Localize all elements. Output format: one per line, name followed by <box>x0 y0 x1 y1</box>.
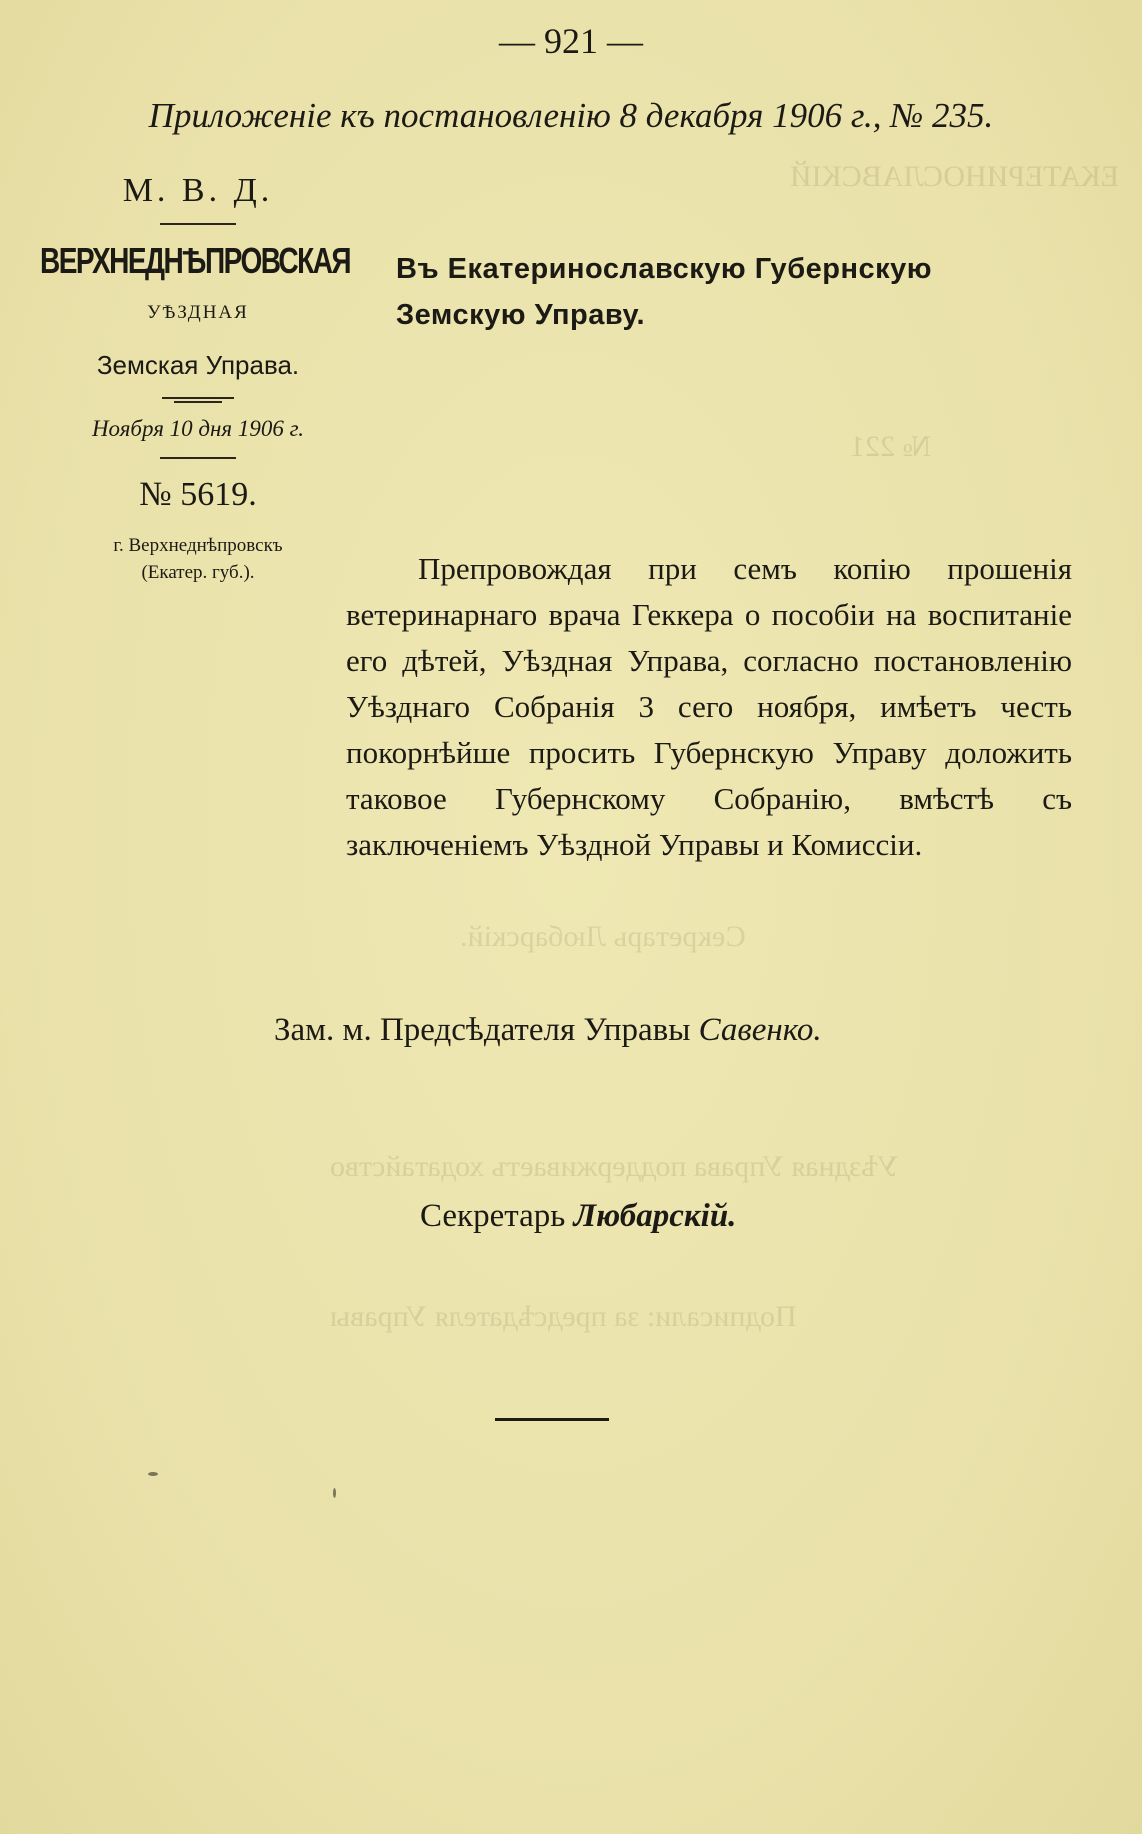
appendix-line: Приложеніе къ постановленію 8 декабря 1906 г., № 235. <box>148 96 994 135</box>
place-line: г. Верхнеднѣпровскъ <box>113 535 283 556</box>
place-line: (Екатер. губ.). <box>141 562 255 583</box>
ministry-abbreviation: М. В. Д. <box>122 172 274 209</box>
divider <box>162 397 234 399</box>
divider <box>174 401 222 403</box>
bleed-through-text: Подписали: за предсѣдателя Управы <box>330 1300 797 1333</box>
document-number: № 5619. <box>139 476 257 513</box>
closing-rule <box>495 1418 609 1421</box>
divider <box>160 223 236 225</box>
bleed-through-text: № 221 <box>850 430 932 463</box>
council-name: Земская Управа. <box>96 350 300 380</box>
place-of-issue <box>48 532 348 586</box>
deputy-title: Зам. м. Предсѣдателя Управы <box>274 1012 691 1048</box>
page-number: — 921 — <box>499 21 643 61</box>
ink-speck <box>333 1488 336 1498</box>
district-label: УѢЗДНАЯ <box>147 302 249 323</box>
divider <box>160 457 236 459</box>
secretary-title: Секретарь <box>420 1198 566 1234</box>
letter-body: Препровождая при семъ копію прошенія ветеринарнаго врача Геккера о пособіи на воспитаніе его дѣтей, Уѣздная Управа, согласно постановленію Уѣзднаго Собранія 3 сего ноября, имѣетъ честь покорнѣйше просить Губернскую Управу доложить таковое Губернскому Собранію, вмѣстѣ съ заключеніемъ Уѣздной Управы и Комиссіи. <box>346 551 1072 862</box>
deputy-signature <box>274 1012 822 1049</box>
bleed-through-text: ЕКАТЕРИНОСЛАВСКІЙ <box>790 160 1120 193</box>
secretary-name: Любарскій. <box>573 1198 737 1234</box>
secretary-signature <box>420 1198 736 1235</box>
bleed-through-text: Уѣздная Управа поддерживаетъ ходатайство <box>330 1150 899 1183</box>
document-date: Ноября 10 дня 1906 г. <box>91 416 305 441</box>
address-line: Въ Екатеринославскую Губернскую <box>396 253 932 285</box>
recipient-address <box>396 246 1096 338</box>
address-line: Земскую Управу. <box>396 299 646 331</box>
bleed-through-text: Секретарь Любарскій. <box>460 920 746 953</box>
deputy-name: Савенко. <box>698 1012 822 1048</box>
ink-speck <box>148 1472 158 1476</box>
organization-name: ВЕРХНЕДНѢПРОВСКАЯ <box>40 240 351 281</box>
